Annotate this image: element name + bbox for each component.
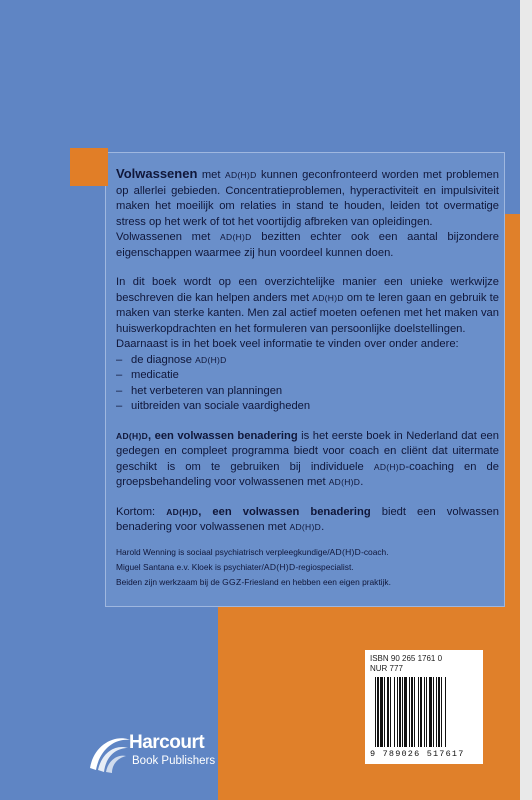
paragraph-method: In dit boek wordt op een overzichtelijke manier een unieke werkwijze beschreven die kan helpen anders met AD(H)D om te leren gaan en gebruik te maken van sterke kanten. Men zal actief moeten oefenen met het maken van huiswerkopdrachten en het formuleren van persoonlijke doelstellingen. [116,276,499,335]
nur-code: NUR 777 [370,664,403,673]
list-item: – uitbreiden van sociale vaardigheden [116,399,499,415]
author-line: Miguel Santana e.v. Kloek is psychiater/AD(H)D-regiospecialist. [116,561,354,572]
isbn-number: ISBN 90 265 1761 0 [370,654,443,663]
publisher-name: Harcourt [129,732,205,753]
list-item: – de diagnose AD(H)D [116,353,499,369]
paragraph-strengths: Volwassenen met AD(H)D bezitten echter ook een aantal bijzondere eigenschappen waarmee zij hun voordeel kunnen doen. [116,231,500,259]
barcode-digits: 9 789026 517617 [370,749,465,759]
list-item: – het verbeteren van planningen [116,384,499,400]
author-line: Beiden zijn werkzaam bij de GGZ-Friesland en hebben een eigen praktijk. [116,576,391,587]
orange-square-accent [70,148,108,186]
page-edge [520,0,532,800]
author-line: Harold Wenning is sociaal psychiatrisch verpleegkundige/AD(H)D-coach. [116,546,389,557]
author-bio [116,546,499,588]
list-intro: Daarnaast is in het boek veel informatie te vinden over onder andere: [116,338,459,350]
paragraph-program: AD(H)D, een volwassen benadering is het eerste boek in Nederland dat een gedegen en compleet programma biedt voor coach en cliënt dat uitermate geschikt is om te gebruiken bij individuele AD(H)D-coaching en de groepsbehandeling voor volwassenen met AD(H)D. [116,429,499,488]
barcode-icon [373,677,477,747]
blurb-text [116,166,499,591]
isbn-barcode-box [365,650,483,764]
harcourt-swoosh-icon [86,730,134,776]
list-item: – medicatie [116,368,499,384]
publisher-logo [86,730,231,776]
paragraph-summary: Kortom: AD(H)D, een volwassen benadering biedt een volwassen benadering voor volwassenen met AD(H)D. [116,505,500,533]
paragraph-intro: Volwassenen met AD(H)D kunnen geconfronteerd worden met problemen op allerlei gebieden. Concentratieproblemen, hyperactiviteit en impulsiviteit maken het moeilijk om relaties in stand te houden, leiden tot overmatige stress op het werk of tot het voortijdig afbreken van opleidingen. [116,166,499,228]
publisher-subtitle: Book Publishers [132,755,216,767]
topic-list [116,353,499,415]
lead-word: Volwassenen [116,166,198,181]
